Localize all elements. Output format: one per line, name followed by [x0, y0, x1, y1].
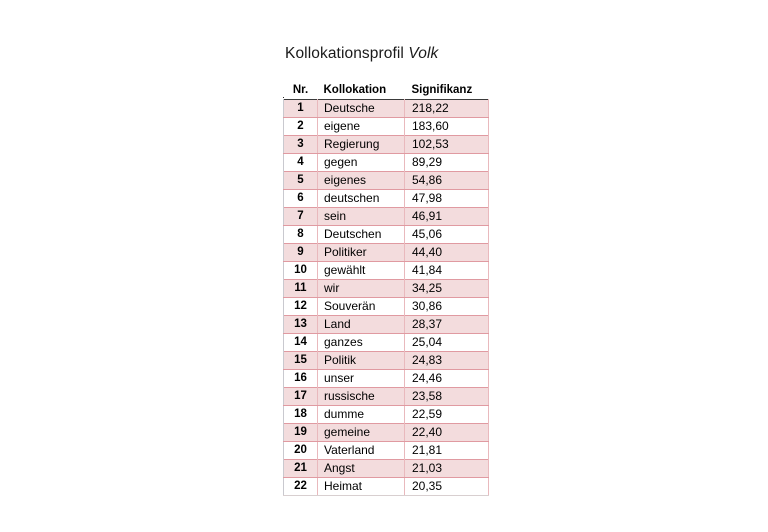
table-row: [284, 478, 489, 496]
cell-kollokation: gemeine: [318, 424, 405, 442]
cell-nr: 21: [284, 460, 318, 478]
table-row: [284, 118, 489, 136]
table-row: [284, 208, 489, 226]
table-row: [284, 388, 489, 406]
cell-signifikanz: 21,81: [405, 442, 489, 460]
cell-signifikanz: 45,06: [405, 226, 489, 244]
table-row: [284, 280, 489, 298]
column-header-nr: Nr.: [284, 80, 318, 100]
cell-kollokation: gewählt: [318, 262, 405, 280]
collocation-table: [283, 80, 489, 496]
table-row: [284, 334, 489, 352]
cell-nr: 8: [284, 226, 318, 244]
cell-kollokation: Vaterland: [318, 442, 405, 460]
table-row: [284, 352, 489, 370]
cell-kollokation: Land: [318, 316, 405, 334]
table-row: [284, 226, 489, 244]
cell-kollokation: Deutschen: [318, 226, 405, 244]
cell-signifikanz: 21,03: [405, 460, 489, 478]
cell-signifikanz: 23,58: [405, 388, 489, 406]
table-row: [284, 460, 489, 478]
table-row: [284, 442, 489, 460]
cell-kollokation: ganzes: [318, 334, 405, 352]
column-header-kollokation: Kollokation: [318, 80, 405, 100]
cell-nr: 2: [284, 118, 318, 136]
cell-kollokation: Deutsche: [318, 100, 405, 118]
cell-signifikanz: 30,86: [405, 298, 489, 316]
cell-nr: 17: [284, 388, 318, 406]
cell-signifikanz: 34,25: [405, 280, 489, 298]
cell-signifikanz: 44,40: [405, 244, 489, 262]
cell-kollokation: deutschen: [318, 190, 405, 208]
cell-signifikanz: 25,04: [405, 334, 489, 352]
cell-signifikanz: 22,59: [405, 406, 489, 424]
cell-signifikanz: 102,53: [405, 136, 489, 154]
cell-nr: 18: [284, 406, 318, 424]
cell-kollokation: dumme: [318, 406, 405, 424]
table-row: [284, 190, 489, 208]
cell-nr: 22: [284, 478, 318, 496]
table-header: [284, 80, 489, 100]
table-row: [284, 100, 489, 118]
table-row: [284, 424, 489, 442]
page-title-term: Volk: [408, 45, 439, 62]
table-row: [284, 370, 489, 388]
cell-kollokation: russische: [318, 388, 405, 406]
cell-nr: 20: [284, 442, 318, 460]
cell-nr: 9: [284, 244, 318, 262]
cell-signifikanz: 218,22: [405, 100, 489, 118]
cell-nr: 10: [284, 262, 318, 280]
cell-signifikanz: 183,60: [405, 118, 489, 136]
table-row: [284, 298, 489, 316]
cell-kollokation: eigene: [318, 118, 405, 136]
cell-kollokation: wir: [318, 280, 405, 298]
cell-signifikanz: 24,46: [405, 370, 489, 388]
table-row: [284, 154, 489, 172]
cell-signifikanz: 22,40: [405, 424, 489, 442]
cell-nr: 4: [284, 154, 318, 172]
cell-kollokation: Angst: [318, 460, 405, 478]
column-header-signifikanz: Signifikanz: [405, 80, 489, 100]
cell-kollokation: Politiker: [318, 244, 405, 262]
table-row: [284, 262, 489, 280]
collocation-table-wrapper: [283, 80, 488, 496]
cell-nr: 12: [284, 298, 318, 316]
cell-nr: 15: [284, 352, 318, 370]
cell-signifikanz: 89,29: [405, 154, 489, 172]
page-title: [285, 44, 438, 64]
cell-nr: 6: [284, 190, 318, 208]
cell-nr: 3: [284, 136, 318, 154]
cell-signifikanz: 28,37: [405, 316, 489, 334]
cell-signifikanz: 41,84: [405, 262, 489, 280]
cell-kollokation: eigenes: [318, 172, 405, 190]
cell-nr: 5: [284, 172, 318, 190]
cell-nr: 1: [284, 100, 318, 118]
table-row: [284, 316, 489, 334]
cell-kollokation: Regierung: [318, 136, 405, 154]
cell-nr: 14: [284, 334, 318, 352]
cell-nr: 7: [284, 208, 318, 226]
cell-kollokation: gegen: [318, 154, 405, 172]
cell-kollokation: Souverän: [318, 298, 405, 316]
cell-signifikanz: 24,83: [405, 352, 489, 370]
table-header-row: [284, 80, 489, 100]
cell-signifikanz: 20,35: [405, 478, 489, 496]
cell-kollokation: Politik: [318, 352, 405, 370]
table-row: [284, 244, 489, 262]
cell-nr: 19: [284, 424, 318, 442]
table-row: [284, 136, 489, 154]
cell-signifikanz: 54,86: [405, 172, 489, 190]
cell-nr: 16: [284, 370, 318, 388]
cell-signifikanz: 46,91: [405, 208, 489, 226]
cell-kollokation: Heimat: [318, 478, 405, 496]
cell-nr: 13: [284, 316, 318, 334]
cell-kollokation: sein: [318, 208, 405, 226]
cell-signifikanz: 47,98: [405, 190, 489, 208]
table-row: [284, 406, 489, 424]
table-body: [284, 100, 489, 496]
table-row: [284, 172, 489, 190]
cell-nr: 11: [284, 280, 318, 298]
page-title-prefix: Kollokationsprofil: [285, 45, 404, 62]
cell-kollokation: unser: [318, 370, 405, 388]
